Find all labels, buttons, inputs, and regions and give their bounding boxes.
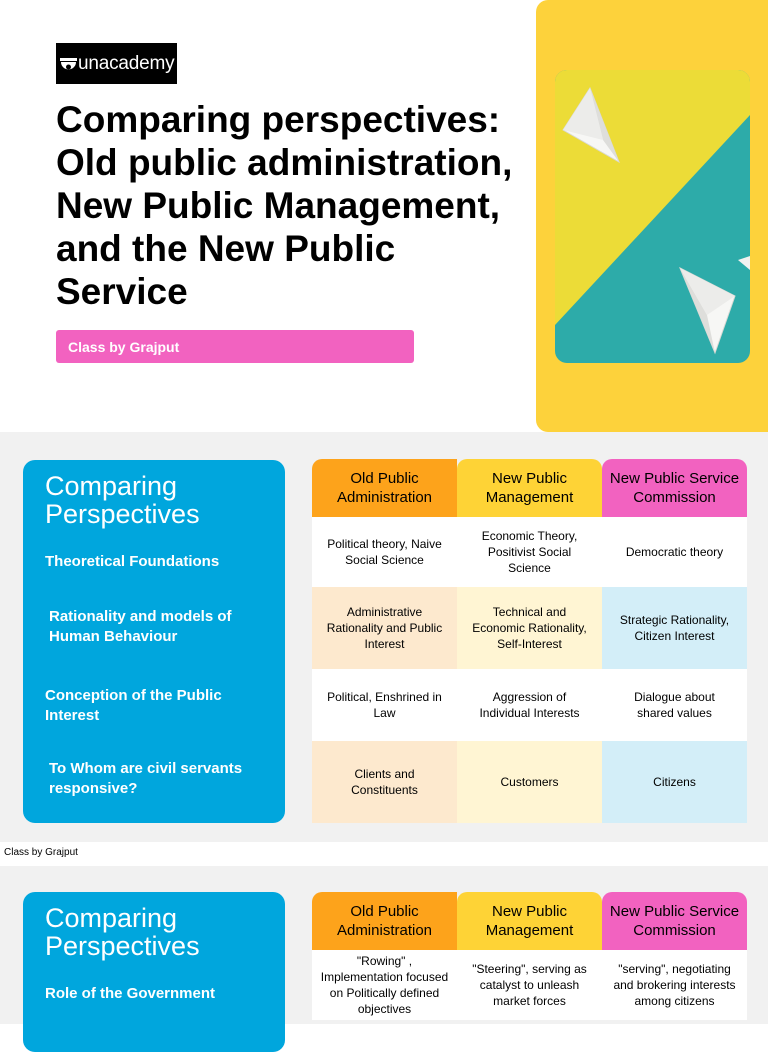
comparison-slide-2 (0, 866, 768, 1024)
table-cell: "serving", negotiating and brokering interests among citizens (602, 950, 747, 1020)
table-cell: Dialogue about shared values (602, 669, 747, 741)
brand-logo (56, 43, 177, 84)
criteria-panel (23, 460, 285, 823)
column-header: Old Public Administration (312, 459, 457, 517)
table-cell: "Rowing" , Implementation focused on Politically defined objectives (312, 950, 457, 1020)
row-label: To Whom are civil servants responsive? (49, 760, 243, 797)
column-header: Old Public Administration (312, 892, 457, 950)
criteria-panel (23, 892, 285, 1052)
table-cell: Citizens (602, 741, 747, 823)
page-title: Comparing perspectives: Old public administration, New Public Management, and the New Public Service (56, 99, 513, 312)
table-cell: Political theory, Naive Social Science (312, 517, 457, 587)
column-header: New Public Service Commission (602, 459, 747, 517)
table-cell: Economic Theory, Positivist Social Science (457, 517, 602, 587)
row-label: Role of the Government (45, 985, 216, 1002)
brand-name: unacademy (78, 52, 175, 74)
row-label: Conception of the Public Interest (45, 687, 222, 724)
panel-heading: Comparing Perspectives (45, 471, 200, 529)
paper-planes-image (555, 70, 750, 363)
table-cell: Customers (457, 741, 602, 823)
class-tag: Class by Grajput (56, 330, 414, 363)
table-cell: Strategic Rationality, Citizen Interest (602, 587, 747, 669)
table-cell: Aggression of Individual Interests (457, 669, 602, 741)
table-cell: Clients and Constituents (312, 741, 457, 823)
column-header: New Public Service Commission (602, 892, 747, 950)
table-cell: Political, Enshrined in Law (312, 669, 457, 741)
row-label: Rationality and models of Human Behaviour (49, 608, 232, 645)
panel-heading: Comparing Perspectives (45, 903, 200, 961)
column-header: New Public Management (457, 892, 602, 950)
row-label: Theoretical Foundations (45, 553, 220, 570)
table-cell: "Steering", serving as catalyst to unleash market forces (457, 950, 602, 1020)
table-cell: Democratic theory (602, 517, 747, 587)
column-header: New Public Management (457, 459, 602, 517)
table-cell: Technical and Economic Rationality, Self-Interest (457, 587, 602, 669)
slide-caption: Class by Grajput (4, 847, 78, 858)
comparison-slide-1 (0, 432, 768, 842)
unacademy-logo-icon (60, 54, 77, 74)
table-cell: Administrative Rationality and Public Interest (312, 587, 457, 669)
title-slide (0, 0, 768, 432)
